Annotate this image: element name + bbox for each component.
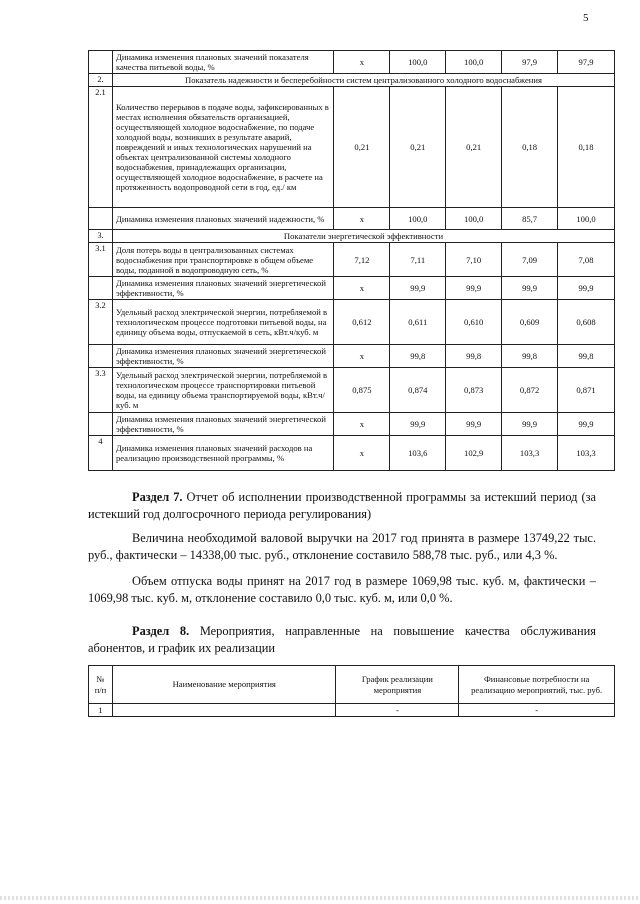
value-cell: 103,3 — [502, 436, 558, 471]
value-cell: 103,6 — [390, 436, 446, 471]
value-cell: 7,11 — [390, 243, 446, 277]
value-cell: 100,0 — [446, 51, 502, 74]
section8-title-text: Мероприятия, направленные на повышение качества обслуживания абонентов, и график их реализации — [88, 624, 596, 655]
measures-row — [89, 704, 615, 717]
table-row — [89, 51, 615, 74]
section-row — [89, 230, 615, 243]
header-measure-name: Наименование мероприятия — [112, 666, 336, 704]
value-cell: 0,18 — [502, 87, 558, 208]
section-row — [89, 74, 615, 87]
value-cell: х — [334, 345, 390, 368]
section7-heading: Раздел 7. — [132, 490, 183, 504]
section7-title — [88, 489, 596, 523]
value-cell: 85,7 — [502, 208, 558, 230]
value-cell: 100,0 — [390, 208, 446, 230]
indicator-name: Доля потерь воды в централизованных системах водоснабжения при транспортировке в общем объеме воды, поданной в водопроводную сеть, % — [112, 243, 334, 277]
row-number — [89, 208, 113, 230]
table-row — [89, 277, 615, 300]
value-cell: 99,8 — [446, 345, 502, 368]
indicators-table — [88, 50, 615, 471]
cell-number: 1 — [89, 704, 113, 717]
table-row — [89, 436, 615, 471]
value-cell: х — [334, 51, 390, 74]
value-cell: 0,612 — [334, 300, 390, 345]
value-cell: 99,9 — [558, 413, 615, 436]
header-schedule: График реализации мероприятия — [336, 666, 459, 704]
indicator-name: Динамика изменения плановых значений показателя качества питьевой воды, % — [112, 51, 334, 74]
value-cell: 99,9 — [502, 413, 558, 436]
row-number — [89, 277, 113, 300]
table-row — [89, 300, 615, 345]
value-cell: 103,3 — [558, 436, 615, 471]
section-heading: Показатель надежности и бесперебойности систем централизованного холодного водоснабжения — [112, 74, 614, 87]
value-cell: 100,0 — [390, 51, 446, 74]
measures-table — [88, 665, 615, 717]
cell-measure-name — [112, 704, 336, 717]
header-number: № п/п — [89, 666, 113, 704]
measures-header-row — [89, 666, 615, 704]
table-row — [89, 243, 615, 277]
indicator-name: Динамика изменения плановых значений энергетической эффективности, % — [112, 277, 334, 300]
section7-title-text: Отчет об исполнении производственной программы за истекший период (за истекший год долгосрочного периода регулирования) — [88, 490, 596, 521]
value-cell: 97,9 — [502, 51, 558, 74]
value-cell: 7,10 — [446, 243, 502, 277]
value-cell: 99,9 — [446, 277, 502, 300]
value-cell: 97,9 — [558, 51, 615, 74]
value-cell: 0,873 — [446, 368, 502, 413]
table-row — [89, 413, 615, 436]
value-cell: 99,8 — [390, 345, 446, 368]
value-cell: 0,608 — [558, 300, 615, 345]
row-number: 4 — [89, 436, 113, 471]
indicator-name: Количество перерывов в подаче воды, зафиксированных в местах исполнения обязательств организацией, осуществляющей холодное водоснабжение, по подаче холодной воды, возникших в результате аварий, повреждений и иных технологических нарушений на объектах централизованной системы холодного водоснабжения, принадлежащих организации, осуществляющей холодное водоснабжение, в расчете на протяженность водопроводной сети в год, ед./ км — [112, 87, 334, 208]
section7-paragraph-revenue: Величина необходимой валовой выручки на 2017 год принята в размере 13749,22 тыс. руб., фактически – 14338,00 тыс. руб., отклонение составило 588,78 тыс. руб., или 4,3 %. — [88, 531, 596, 562]
scan-artifact-line — [0, 896, 640, 900]
value-cell: 100,0 — [558, 208, 615, 230]
value-cell: 102,9 — [446, 436, 502, 471]
value-cell: 0,875 — [334, 368, 390, 413]
value-cell: 0,21 — [390, 87, 446, 208]
row-number: 3.1 — [89, 243, 113, 277]
value-cell: 0,609 — [502, 300, 558, 345]
value-cell: 99,9 — [558, 277, 615, 300]
table-row — [89, 368, 615, 413]
value-cell: х — [334, 413, 390, 436]
page-number: 5 — [583, 12, 589, 24]
value-cell: х — [334, 208, 390, 230]
value-cell: 99,9 — [446, 413, 502, 436]
indicator-name: Динамика изменения плановых значений энергетической эффективности, % — [112, 413, 334, 436]
value-cell: 7,08 — [558, 243, 615, 277]
section7-paragraph-volume: Объем отпуска воды принят на 2017 год в размере 1069,98 тыс. куб. м, фактически – 1069,98 тыс. куб. м, отклонение составило 0,0 тыс. куб. м, или 0,0 %. — [88, 574, 596, 605]
value-cell: 0,871 — [558, 368, 615, 413]
value-cell: х — [334, 436, 390, 471]
table-row — [89, 345, 615, 368]
value-cell: 0,18 — [558, 87, 615, 208]
table-row — [89, 87, 615, 208]
indicator-name: Динамика изменения плановых значений энергетической эффективности, % — [112, 345, 334, 368]
value-cell: 99,9 — [390, 277, 446, 300]
row-number: 3.2 — [89, 300, 113, 345]
row-number: 2.1 — [89, 87, 113, 208]
indicator-name: Удельный расход электрической энергии, потребляемой в технологическом процессе транспортировки питьевой воды, на единицу объема транспортируемой воды, кВт.ч/куб. м — [112, 368, 334, 413]
indicator-name: Удельный расход электрической энергии, потребляемой в технологическом процессе подготовки питьевой воды, на единицу объема воды, отпускаемой в сеть, кВт.ч/куб. м — [112, 300, 334, 345]
row-number: 3.3 — [89, 368, 113, 413]
value-cell: 0,610 — [446, 300, 502, 345]
indicator-name: Динамика изменения плановых значений надежности, % — [112, 208, 334, 230]
value-cell: 0,21 — [334, 87, 390, 208]
cell-financial-needs: - — [459, 704, 615, 717]
cell-schedule: - — [336, 704, 459, 717]
row-number: 2. — [89, 74, 113, 87]
table-row — [89, 208, 615, 230]
value-cell: 0,21 — [446, 87, 502, 208]
value-cell: 99,9 — [502, 277, 558, 300]
value-cell: 0,872 — [502, 368, 558, 413]
row-number — [89, 51, 113, 74]
value-cell: 99,8 — [502, 345, 558, 368]
value-cell: 0,611 — [390, 300, 446, 345]
value-cell: 99,8 — [558, 345, 615, 368]
value-cell: 7,12 — [334, 243, 390, 277]
section8-title — [88, 623, 596, 657]
header-financial-needs: Финансовые потребности на реализацию мероприятий, тыс. руб. — [459, 666, 615, 704]
section-heading: Показатели энергетической эффективности — [112, 230, 614, 243]
row-number — [89, 345, 113, 368]
section8-heading: Раздел 8. — [132, 624, 190, 638]
value-cell: х — [334, 277, 390, 300]
row-number — [89, 413, 113, 436]
value-cell: 7,09 — [502, 243, 558, 277]
value-cell: 100,0 — [446, 208, 502, 230]
indicator-name: Динамика изменения плановых значений расходов на реализацию производственной программы, % — [112, 436, 334, 471]
value-cell: 99,9 — [390, 413, 446, 436]
value-cell: 0,874 — [390, 368, 446, 413]
row-number: 3. — [89, 230, 113, 243]
